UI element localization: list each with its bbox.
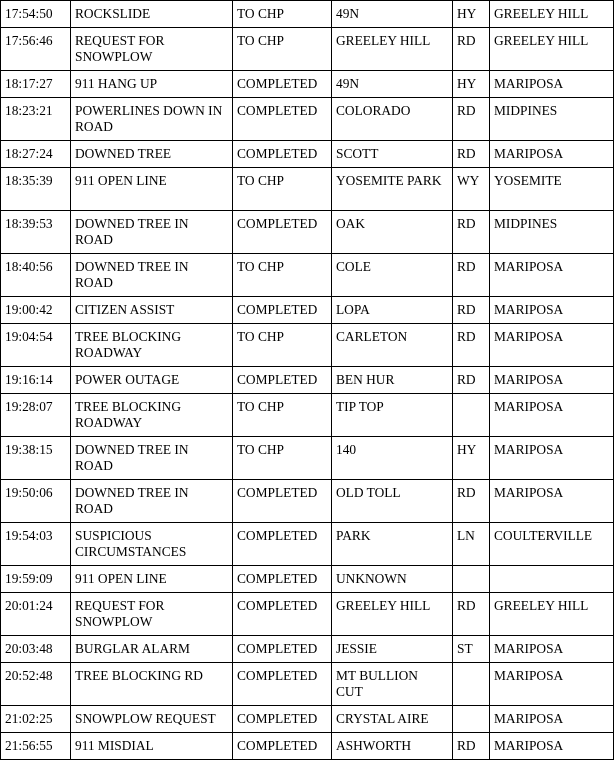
street-suffix-cell: RD [453, 480, 490, 523]
table-row [1, 168, 614, 211]
disposition-cell: COMPLETED [233, 211, 332, 254]
disposition-cell: COMPLETED [233, 663, 332, 706]
time-cell: 21:56:55 [1, 733, 71, 760]
street-cell: YOSEMITE PARK [332, 168, 453, 211]
time-cell: 20:01:24 [1, 593, 71, 636]
call-type-cell: DOWNED TREE IN ROAD [71, 211, 233, 254]
call-type-cell: CITIZEN ASSIST [71, 297, 233, 324]
time-cell: 21:02:25 [1, 706, 71, 733]
table-row [1, 141, 614, 168]
time-cell: 19:04:54 [1, 324, 71, 367]
city-cell: YOSEMITE [490, 168, 614, 211]
street-suffix-cell: LN [453, 523, 490, 566]
time-cell: 17:54:50 [1, 1, 71, 28]
disposition-cell: COMPLETED [233, 593, 332, 636]
disposition-cell: TO CHP [233, 28, 332, 71]
table-row [1, 1, 614, 28]
street-cell: GREELEY HILL [332, 593, 453, 636]
street-suffix-cell: HY [453, 71, 490, 98]
city-cell: COULTERVILLE [490, 523, 614, 566]
city-cell: MARIPOSA [490, 437, 614, 480]
city-cell: MARIPOSA [490, 71, 614, 98]
disposition-cell: COMPLETED [233, 141, 332, 168]
street-suffix-cell [453, 566, 490, 593]
street-suffix-cell [453, 706, 490, 733]
street-cell: COLORADO [332, 98, 453, 141]
street-suffix-cell: HY [453, 437, 490, 480]
call-type-cell: 911 HANG UP [71, 71, 233, 98]
table-row [1, 28, 614, 71]
time-cell: 18:40:56 [1, 254, 71, 297]
street-suffix-cell [453, 663, 490, 706]
table-row [1, 324, 614, 367]
call-type-cell: BURGLAR ALARM [71, 636, 233, 663]
street-cell: JESSIE [332, 636, 453, 663]
city-cell: MARIPOSA [490, 663, 614, 706]
table-row [1, 663, 614, 706]
call-type-cell: DOWNED TREE IN ROAD [71, 480, 233, 523]
call-type-cell: 911 OPEN LINE [71, 566, 233, 593]
disposition-cell: COMPLETED [233, 297, 332, 324]
table-row [1, 706, 614, 733]
street-cell: OLD TOLL [332, 480, 453, 523]
time-cell: 17:56:46 [1, 28, 71, 71]
call-type-cell: REQUEST FOR SNOWPLOW [71, 593, 233, 636]
table-row [1, 636, 614, 663]
time-cell: 19:28:07 [1, 394, 71, 437]
city-cell: GREELEY HILL [490, 1, 614, 28]
time-cell: 19:38:15 [1, 437, 71, 480]
city-cell: MARIPOSA [490, 733, 614, 760]
table-row [1, 733, 614, 760]
city-cell: MARIPOSA [490, 706, 614, 733]
city-cell: MARIPOSA [490, 367, 614, 394]
street-suffix-cell: WY [453, 168, 490, 211]
street-cell: LOPA [332, 297, 453, 324]
street-suffix-cell: RD [453, 211, 490, 254]
city-cell: MARIPOSA [490, 636, 614, 663]
disposition-cell: COMPLETED [233, 98, 332, 141]
disposition-cell: TO CHP [233, 168, 332, 211]
call-type-cell: TREE BLOCKING ROADWAY [71, 394, 233, 437]
table-row [1, 437, 614, 480]
street-suffix-cell: RD [453, 28, 490, 71]
table-row [1, 566, 614, 593]
street-suffix-cell: RD [453, 733, 490, 760]
incident-log-body [1, 1, 614, 760]
street-cell: OAK [332, 211, 453, 254]
city-cell: MARIPOSA [490, 480, 614, 523]
disposition-cell: COMPLETED [233, 71, 332, 98]
time-cell: 19:54:03 [1, 523, 71, 566]
disposition-cell: TO CHP [233, 324, 332, 367]
disposition-cell: TO CHP [233, 394, 332, 437]
disposition-cell: COMPLETED [233, 523, 332, 566]
street-cell: TIP TOP [332, 394, 453, 437]
time-cell: 18:17:27 [1, 71, 71, 98]
table-row [1, 211, 614, 254]
table-row [1, 297, 614, 324]
city-cell: MARIPOSA [490, 324, 614, 367]
call-type-cell: POWER OUTAGE [71, 367, 233, 394]
table-row [1, 480, 614, 523]
city-cell: GREELEY HILL [490, 593, 614, 636]
street-suffix-cell: ST [453, 636, 490, 663]
table-row [1, 367, 614, 394]
time-cell: 18:23:21 [1, 98, 71, 141]
disposition-cell: TO CHP [233, 1, 332, 28]
table-row [1, 71, 614, 98]
disposition-cell: COMPLETED [233, 733, 332, 760]
street-suffix-cell: RD [453, 141, 490, 168]
street-cell: ASHWORTH [332, 733, 453, 760]
call-type-cell: SNOWPLOW REQUEST [71, 706, 233, 733]
city-cell: MIDPINES [490, 211, 614, 254]
city-cell: MIDPINES [490, 98, 614, 141]
street-cell: 49N [332, 71, 453, 98]
call-type-cell: DOWNED TREE IN ROAD [71, 437, 233, 480]
street-cell: CARLETON [332, 324, 453, 367]
city-cell: MARIPOSA [490, 297, 614, 324]
disposition-cell: COMPLETED [233, 566, 332, 593]
time-cell: 18:27:24 [1, 141, 71, 168]
call-type-cell: DOWNED TREE IN ROAD [71, 254, 233, 297]
street-suffix-cell [453, 394, 490, 437]
call-type-cell: ROCKSLIDE [71, 1, 233, 28]
table-row [1, 98, 614, 141]
call-type-cell: TREE BLOCKING RD [71, 663, 233, 706]
street-cell: MT BULLION CUT [332, 663, 453, 706]
call-type-cell: 911 OPEN LINE [71, 168, 233, 211]
disposition-cell: COMPLETED [233, 636, 332, 663]
time-cell: 18:39:53 [1, 211, 71, 254]
table-row [1, 254, 614, 297]
street-cell: COLE [332, 254, 453, 297]
street-suffix-cell: RD [453, 324, 490, 367]
city-cell: MARIPOSA [490, 394, 614, 437]
street-cell: 140 [332, 437, 453, 480]
disposition-cell: COMPLETED [233, 480, 332, 523]
city-cell: GREELEY HILL [490, 28, 614, 71]
street-cell: PARK [332, 523, 453, 566]
street-cell: GREELEY HILL [332, 28, 453, 71]
street-cell: BEN HUR [332, 367, 453, 394]
street-cell: 49N [332, 1, 453, 28]
disposition-cell: TO CHP [233, 254, 332, 297]
street-suffix-cell: RD [453, 254, 490, 297]
street-cell: CRYSTAL AIRE [332, 706, 453, 733]
street-suffix-cell: RD [453, 593, 490, 636]
time-cell: 20:03:48 [1, 636, 71, 663]
disposition-cell: COMPLETED [233, 367, 332, 394]
city-cell: MARIPOSA [490, 141, 614, 168]
disposition-cell: COMPLETED [233, 706, 332, 733]
street-suffix-cell: RD [453, 297, 490, 324]
street-suffix-cell: RD [453, 98, 490, 141]
call-type-cell: TREE BLOCKING ROADWAY [71, 324, 233, 367]
call-type-cell: DOWNED TREE [71, 141, 233, 168]
call-type-cell: SUSPICIOUS CIRCUMSTANCES [71, 523, 233, 566]
city-cell [490, 566, 614, 593]
street-suffix-cell: HY [453, 1, 490, 28]
call-type-cell: 911 MISDIAL [71, 733, 233, 760]
disposition-cell: TO CHP [233, 437, 332, 480]
street-cell: UNKNOWN [332, 566, 453, 593]
call-type-cell: REQUEST FOR SNOWPLOW [71, 28, 233, 71]
time-cell: 19:16:14 [1, 367, 71, 394]
city-cell: MARIPOSA [490, 254, 614, 297]
time-cell: 19:00:42 [1, 297, 71, 324]
table-row [1, 593, 614, 636]
time-cell: 19:59:09 [1, 566, 71, 593]
time-cell: 19:50:06 [1, 480, 71, 523]
time-cell: 18:35:39 [1, 168, 71, 211]
street-cell: SCOTT [332, 141, 453, 168]
table-row [1, 523, 614, 566]
street-suffix-cell: RD [453, 367, 490, 394]
call-type-cell: POWERLINES DOWN IN ROAD [71, 98, 233, 141]
table-row [1, 394, 614, 437]
time-cell: 20:52:48 [1, 663, 71, 706]
